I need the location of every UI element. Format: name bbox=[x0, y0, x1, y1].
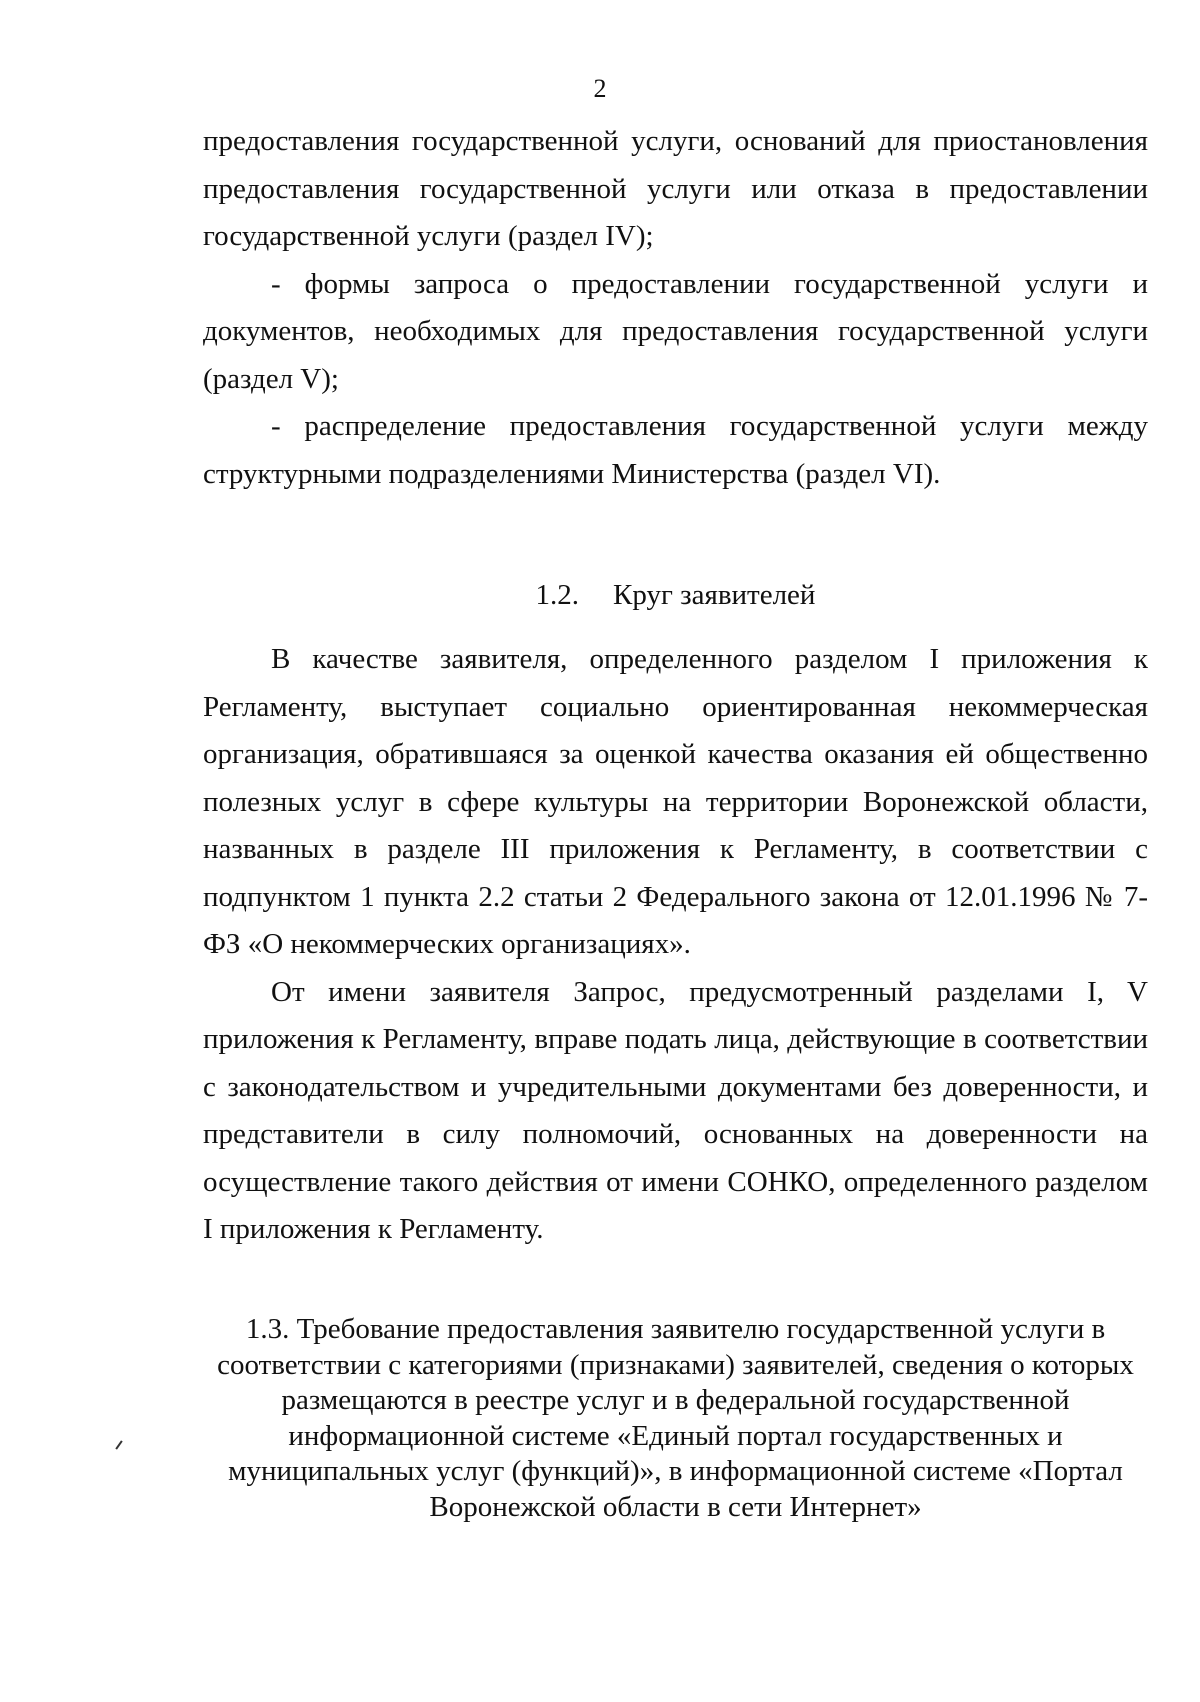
section-1-3-heading-line: Воронежской области в сети Интернет» bbox=[429, 1490, 922, 1523]
list-item-forms: - формы запроса о предоставлении государственной услуги и документов, необходимых для предоставления государственной услуги (раздел V); bbox=[203, 267, 1148, 395]
representative-paragraph: От имени заявителя Запрос, предусмотренный разделами I, V приложения к Регламенту, вправе подать лица, действующие в соответствии с законодательством и учредительными документами без доверенности, и представители в силу полномочий, основанных на доверенности на осуществление такого действия от имени СОНКО, определенного разделом I приложения к Регламенту. bbox=[203, 975, 1148, 1245]
intro-continuation-paragraph: предоставления государственной услуги, оснований для приостановления предоставления государственной услуги или отказа в предоставлении государственной услуги (раздел IV); bbox=[203, 125, 1148, 252]
section-1-3-heading bbox=[203, 1312, 1148, 1525]
page-number: 2 bbox=[593, 74, 607, 103]
scan-mark bbox=[115, 1440, 122, 1449]
section-1-3-heading-line: 1.3. Требование предоставления заявителю государственной услуги в bbox=[245, 1313, 1106, 1345]
section-1-2-heading bbox=[203, 578, 1148, 612]
applicant-paragraph: В качестве заявителя, определенного разделом I приложения к Регламенту, выступает социально ориентированная некоммерческая организация, обратившаяся за оценкой качества оказания ей общественно полезных услуг в сфере культуры на территории Воронежской области, названных в разделе III приложения к Регламенту, в соответствии с подпунктом 1 пункта 2.2 статьи 2 Федерального закона от 12.01.1996 № 7-ФЗ «О некоммерческих организациях». bbox=[203, 643, 1148, 960]
section-1-2-title: Круг заявителей bbox=[613, 579, 816, 611]
intro-block bbox=[203, 118, 1148, 498]
section-1-3-heading-line: соответствии с категориями (признаками) заявителей, сведения о которых bbox=[217, 1348, 1134, 1381]
section-1-3-heading-line: размещаются в реестре услуг и в федеральной государственной bbox=[281, 1384, 1070, 1416]
section-1-3-heading-line: информационной системе «Единый портал государственных и bbox=[288, 1419, 1063, 1452]
section-1-2-body bbox=[203, 636, 1148, 1254]
section-1-2-number: 1.2. bbox=[535, 579, 580, 611]
list-item-distribution: - распределение предоставления государственной услуги между структурными подразделениями Министерства (раздел VI). bbox=[203, 410, 1148, 490]
section-1-3-heading-line: муниципальных услуг (функций)», в информационной системе «Портал bbox=[228, 1455, 1123, 1487]
